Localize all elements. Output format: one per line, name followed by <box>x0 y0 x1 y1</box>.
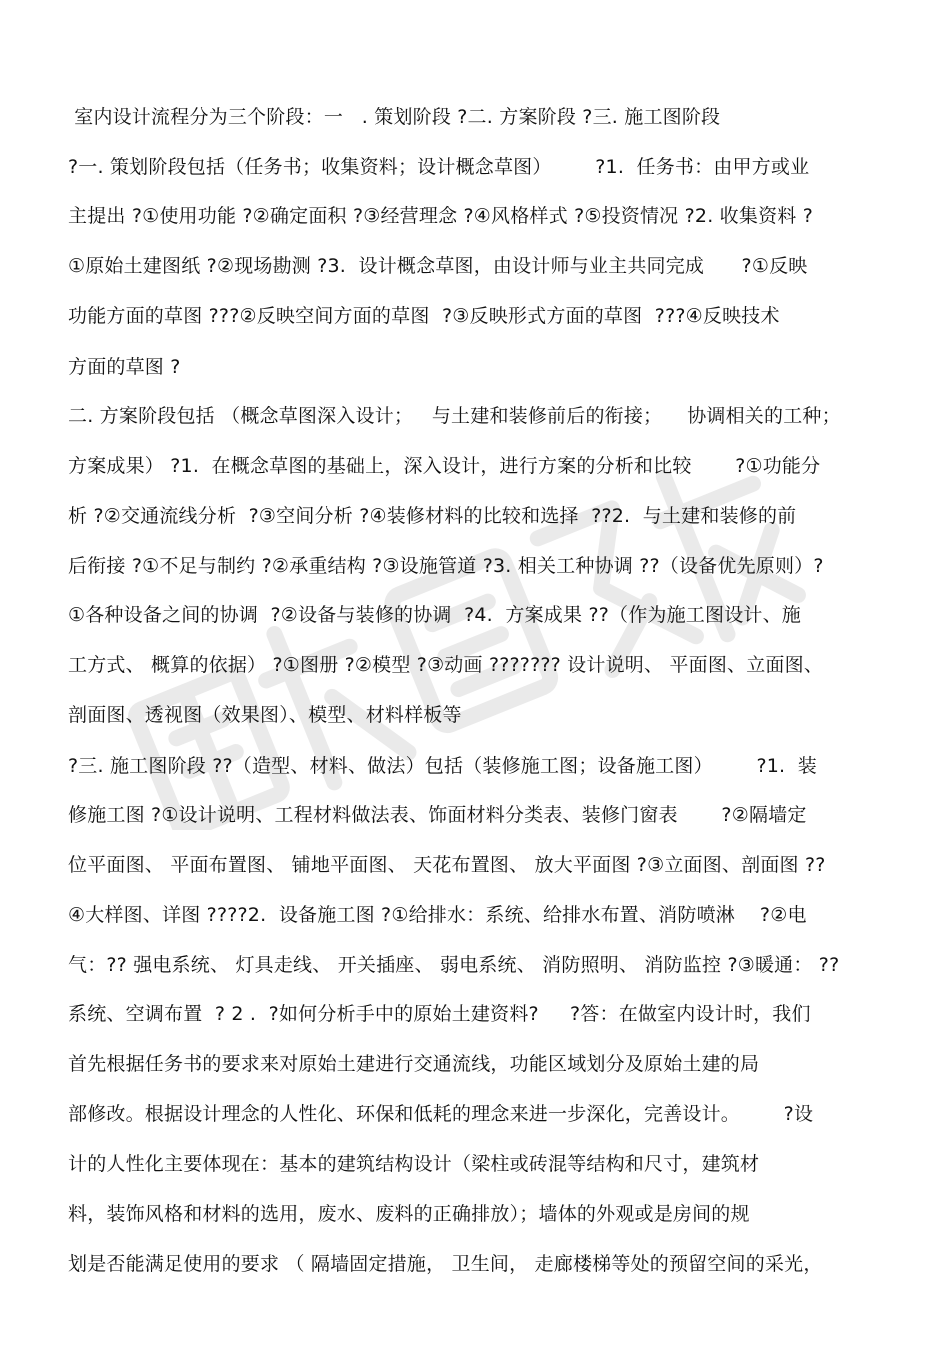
text-line-21: 部修改。根据设计理念的人性化、环保和低耗的理念来进一步深化，完善设计。 ?设 <box>68 1103 814 1125</box>
text-line-16: 位平面图、 平面布置图、 铺地平面图、 天花布置图、 放大平面图 ?③立面图、剖面图 ?? <box>68 854 826 876</box>
text-line-13: 剖面图、透视图（效果图）、模型、材料样板等 <box>68 704 462 726</box>
text-line-9: 析 ?②交通流线分析 ?③空间分析 ?④装修材料的比较和选择 ??2. 与土建和装修的前 <box>68 505 797 527</box>
text-line-8: 方案成果） ?1. 在概念草图的基础上，深入设计，进行方案的分析和比较 ?①功能分 <box>68 455 821 477</box>
text-line-23: 料，装饰风格和材料的选用，废水、废料的正确排放）；墙体的外观或是房间的规 <box>68 1203 750 1225</box>
text-line-18: 气：?? 强电系统、 灯具走线、 开关插座、 弱电系统、 消防照明、 消防监控 ?③暖通： ?? <box>68 954 840 976</box>
text-line-20: 首先根据任务书的要求来对原始土建进行交通流线，功能区域划分及原始土建的局 <box>68 1053 760 1075</box>
text-line-5: 功能方面的草图 ???②反映空间方面的草图 ?③反映形式方面的草图 ???④反映技术 <box>68 305 780 327</box>
text-line-10: 后衔接 ?①不足与制约 ?②承重结构 ?③设施管道 ?3. 相关工种协调 ??（设备优先原则）? <box>68 555 824 577</box>
text-line-22: 计的人性化主要体现在：基本的建筑结构设计（梁柱或砖混等结构和尺寸，建筑材 <box>68 1153 760 1175</box>
text-line-19: 系统、空调布置 ? 2 . ?如何分析手中的原始土建资料? ?答：在做室内设计时，我们 <box>68 1003 811 1025</box>
text-line-12: 工方式、 概算的依据） ?①图册 ?②模型 ?③动画 ??????? 设计说明、 平面图、立面图、 <box>68 654 824 676</box>
text-line-3: 主提出 ?①使用功能 ?②确定面积 ?③经营理念 ?④风格样式 ?⑤投资情况 ?2. 收集资料 ? <box>68 205 814 227</box>
text-line-2: ?一. 策划阶段包括（任务书；收集资料；设计概念草图） ?1. 任务书：由甲方或业 <box>68 156 810 178</box>
text-line-4: ①原始土建图纸 ?②现场勘测 ?3. 设计概念草图，由设计师与业主共同完成 ?①反映 <box>68 255 808 277</box>
text-line-14: ?三. 施工图阶段 ??（造型、材料、做法）包括（装修施工图；设备施工图） ?1. 装 <box>68 755 817 777</box>
text-line-11: ①各种设备之间的协调 ?②设备与装修的协调 ?4. 方案成果 ??（作为施工图设计、施 <box>68 604 802 626</box>
text-line-15: 修施工图 ?①设计说明、工程材料做法表、饰面材料分类表、装修门窗表 ?②隔墙定 <box>68 804 807 826</box>
text-line-24: 划是否能满足使用的要求 （ 隔墙固定措施， 卫生间， 走廊楼梯等处的预留空间的采光， <box>68 1253 823 1275</box>
text-line-1: 室内设计流程分为三个阶段：一 . 策划阶段 ?二. 方案阶段 ?三. 施工图阶段 <box>68 106 721 128</box>
text-line-17: ④大样图、详图 ????2. 设备施工图 ?①给排水：系统、给排水布置、消防喷淋 ?②电 <box>68 904 807 926</box>
text-line-7: 二. 方案阶段包括 （概念草图深入设计； 与土建和装修前后的衔接； 协调相关的工种； <box>68 405 841 427</box>
text-line-6: 方面的草图 ? <box>68 356 181 378</box>
